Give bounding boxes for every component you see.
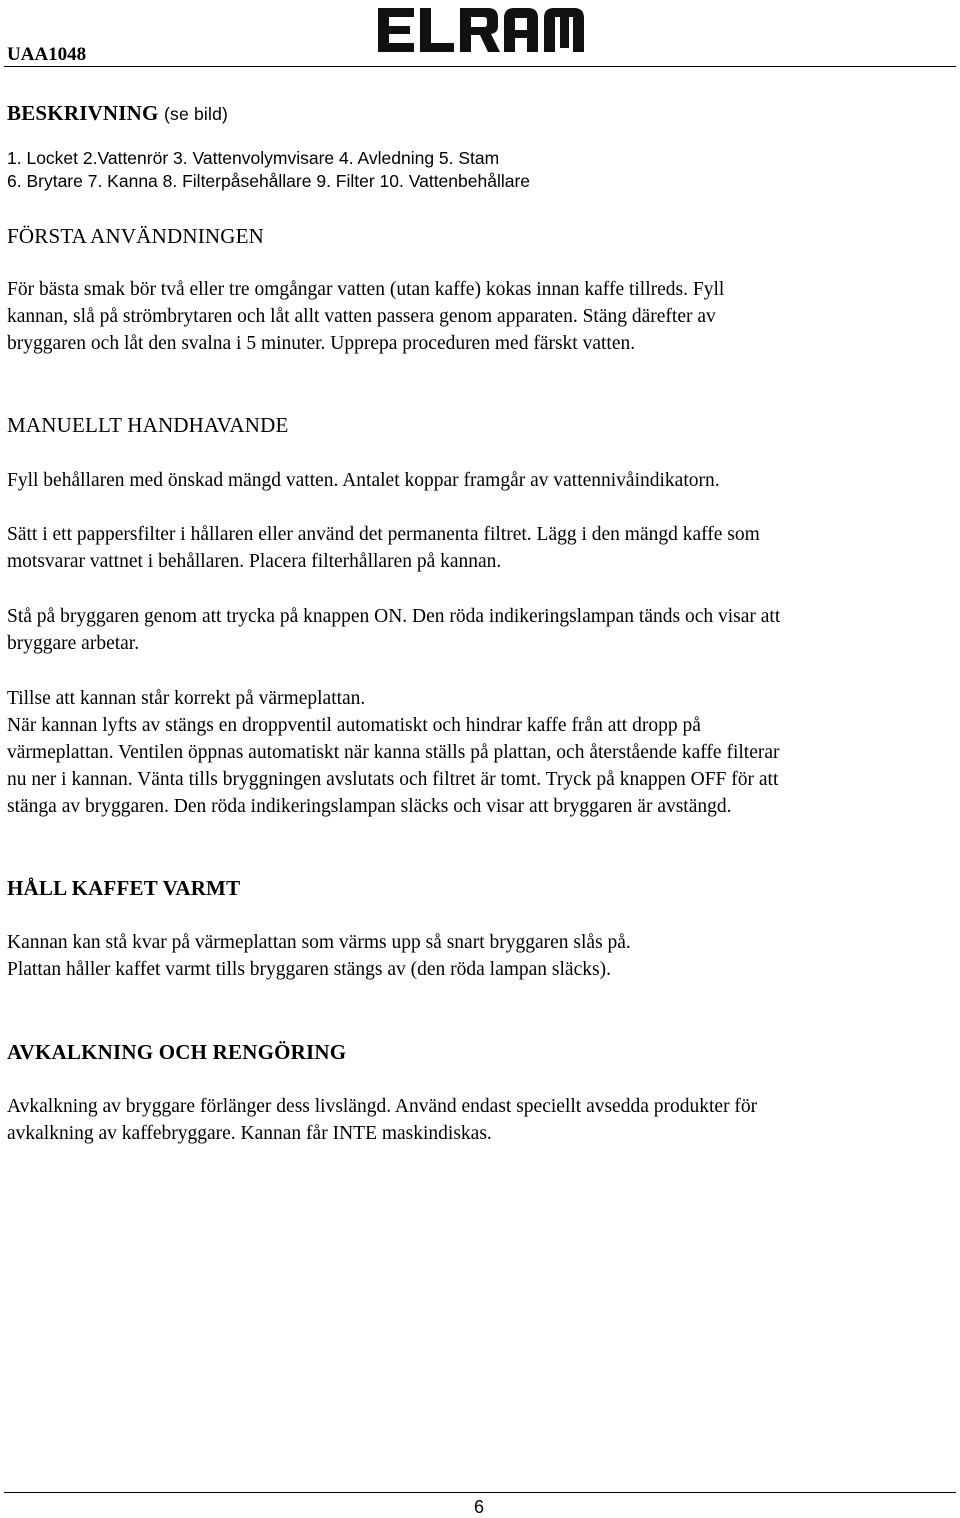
text-line: motsvarar vattnet i behållaren. Placera filterhållaren på kannan. xyxy=(7,551,502,572)
section-heading-manuellt: MANUELLT HANDHAVANDE xyxy=(7,413,289,437)
parts-list-line-1: 1. Locket 2.Vattenrör 3. Vattenvolymvisare 4. Avledning 5. Stam xyxy=(7,148,500,168)
text-line: bryggaren och låt den svalna i 5 minuter. Upprepa proceduren med färskt vatten. xyxy=(7,333,636,354)
section-heading-avkalkning: AVKALKNING OCH RENGÖRING xyxy=(7,1040,347,1064)
section-heading-forsta-anvandningen: FÖRSTA ANVÄNDNINGEN xyxy=(7,224,265,248)
paragraph-hall xyxy=(7,929,631,983)
text-line: värmeplattan. Ventilen öppnas automatiskt när kanna ställs på plattan, och återstående kaffe filterar xyxy=(7,742,780,763)
paragraph-manuellt-4 xyxy=(7,685,780,820)
paragraph-avkalkning xyxy=(7,1093,757,1147)
text-line: Avkalkning av bryggare förlänger dess livslängd. Använd endast speciellt avsedda produkter för xyxy=(7,1096,758,1117)
text-line: kannan, slå på strömbrytaren och låt allt vatten passera genom apparaten. Stäng därefter av xyxy=(7,306,716,327)
text-line: Fyll behållaren med önskad mängd vatten. Antalet koppar framgår av vattennivåindikatorn. xyxy=(7,470,720,491)
text-line: När kannan lyfts av stängs en droppventil automatiskt och hindrar kaffe från att dropp på xyxy=(7,715,701,736)
paragraph-manuellt-2 xyxy=(7,521,760,575)
text-line: Kannan kan stå kvar på värmeplattan som värms upp så snart bryggaren slås på. xyxy=(7,932,631,953)
text-line: Plattan håller kaffet varmt tills bryggaren stängs av (den röda lampan släcks). xyxy=(7,959,611,980)
elram-logo xyxy=(376,4,586,56)
paragraph-forsta xyxy=(7,276,724,357)
section-title: BESKRIVNING xyxy=(7,101,159,125)
section-heading-beskrivning xyxy=(7,101,228,126)
paragraph-manuellt-3 xyxy=(7,603,780,657)
text-line: Tillse att kannan står korrekt på värmeplattan. xyxy=(7,688,366,709)
page-number: 6 xyxy=(474,1497,485,1517)
footer-rule xyxy=(4,1492,956,1493)
text-line: bryggare arbetar. xyxy=(7,633,140,654)
parts-list-line-2: 6. Brytare 7. Kanna 8. Filterpåsehållare 9. Filter 10. Vattenbehållare xyxy=(7,171,531,191)
text-line: För bästa smak bör två eller tre omgångar vatten (utan kaffe) kokas innan kaffe tillreds. Fyll xyxy=(7,279,725,300)
text-line: Sätt i ett pappersfilter i hållaren eller använd det permanenta filtret. Lägg i den mängd kaffe som xyxy=(7,524,760,545)
header-rule xyxy=(4,66,956,67)
paragraph-manuellt-1 xyxy=(7,467,720,494)
text-line: stänga av bryggaren. Den röda indikeringslampan släcks och visar att bryggaren är avstängd. xyxy=(7,796,732,817)
text-line: nu ner i kannan. Vänta tills bryggningen avslutats och filtret är tomt. Tryck på knappen OFF för att xyxy=(7,769,779,790)
section-title-note: (se bild) xyxy=(164,104,229,124)
text-line: avkalkning av kaffebryggare. Kannan får INTE maskindiskas. xyxy=(7,1123,492,1144)
model-number: UAA1048 xyxy=(7,44,87,65)
section-heading-hall-kaffet-varmt: HÅLL KAFFET VARMT xyxy=(7,876,241,900)
text-line: Stå på bryggaren genom att trycka på knappen ON. Den röda indikeringslampan tänds och visar att xyxy=(7,606,781,627)
